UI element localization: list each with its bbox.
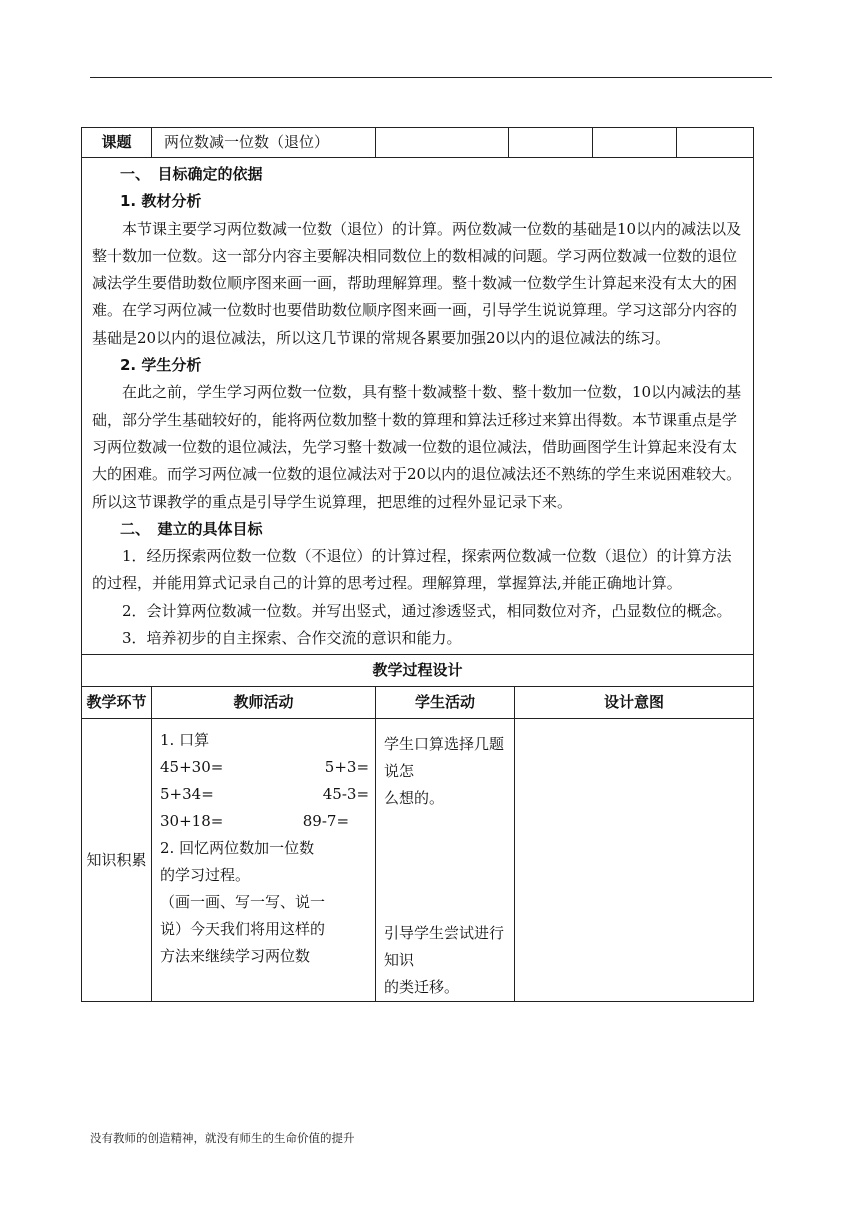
student-line-4: 的类迁移。	[384, 978, 460, 997]
stage-row	[82, 719, 754, 1002]
calc-right: 45-3=	[322, 785, 370, 804]
calc-right: 5+3=	[324, 758, 370, 777]
recall-line-1: 2. 回忆两位数加一位数	[160, 839, 315, 858]
student-line-1: 学生口算选择几题说怎	[384, 735, 505, 781]
topic-value: 两位数减一位数（退位）	[152, 128, 376, 158]
student-activity	[376, 719, 515, 1002]
empty-cell	[677, 128, 754, 158]
topic-label: 课题	[82, 128, 152, 158]
calc-row	[160, 781, 369, 808]
col-teacher: 教师活动	[152, 687, 376, 719]
calc-row	[160, 808, 369, 835]
header-rule	[90, 77, 772, 78]
calc-right: 89-7=	[302, 812, 350, 831]
method-line-3: 方法来继续学习两位数	[160, 947, 311, 966]
empty-cell	[593, 128, 677, 158]
student-analysis-text: 在此之前，学生学习两位数一位数，具有整十数减整十数、整十数加一位数，10以内减法的基础，部分学生基础较好的，能将两位数加整十数的算理和算法迁移过来算出得数。本节课重点是学习两位数减一位数的退位减法，先学习整十数减一位数的退位减法，借助画图学生计算起来没有太大的困难。而学习两位减一位数的退位减法对于20以内的退位减法还不熟练的学生来说困难较大。所以这节课教学的重点是引导学生说算理，把思维的过程外显记录下来。	[92, 383, 742, 511]
design-intent	[515, 719, 754, 1002]
col-stage: 教学环节	[82, 687, 152, 719]
process-title-row	[82, 655, 754, 687]
student-line-2: 么想的。	[384, 789, 445, 808]
column-header-row	[82, 687, 754, 719]
empty-cell	[376, 128, 509, 158]
section2-heading: 二、 建立的具体目标	[120, 519, 263, 538]
student-line-3: 引导学生尝试进行知识	[384, 924, 505, 970]
stage-name: 知识积累	[82, 719, 152, 1002]
empty-cell	[509, 128, 593, 158]
method-line-1: （画一画、写一写、说一	[160, 893, 326, 912]
col-student: 学生活动	[376, 687, 515, 719]
teacher-activity	[152, 719, 376, 1002]
process-title: 教学过程设计	[82, 655, 754, 687]
recall-line-2: 的学习过程。	[160, 866, 251, 885]
footer-motto: 没有教师的创造精神，就没有师生的生命价值的提升	[90, 1131, 355, 1145]
calc-left: 45+30=	[160, 758, 224, 777]
section1-heading: 一、 目标确定的依据	[120, 165, 263, 183]
goal-3: 3．培养初步的自主探索、合作交流的意识和能力。	[122, 629, 462, 648]
calc-left: 5+34=	[160, 785, 214, 804]
col-intent: 设计意图	[515, 687, 754, 719]
lesson-plan-table	[81, 127, 754, 1002]
material-analysis-text: 本节课主要学习两位数减一位数（退位）的计算。两位数减一位数的基础是10以内的减法以及整十数加一位数。这一部分内容主要解决相同数位上的数相减的问题。学习两位数减一位数的退位减法学生要借助数位顺序图来画一画，帮助理解算理。整十数减一位数学生计算起来没有太大的困难。在学习两位减一位数时也要借助数位顺序图来画一画，引导学生说说算理。学习这部分内容的基础是20以内的退位减法，所以这几节课的常规各累要加强20以内的退位减法的练习。	[92, 219, 742, 347]
calc-left: 30+18=	[160, 812, 224, 831]
method-line-2: 说）今天我们将用这样的	[160, 920, 326, 939]
goals-cell	[82, 158, 754, 655]
calc-row	[160, 754, 369, 781]
goals-row	[82, 158, 754, 655]
goal-1: 1．经历探索两位数一位数（不退位）的计算过程，探索两位数减一位数（退位）的计算方法的过程，并能用算式记录自己的计算的思考过程。理解算理，掌握算法,并能正确地计算。	[92, 547, 732, 593]
student-analysis-title: 2. 学生分析	[120, 356, 202, 375]
spacer	[384, 812, 508, 920]
oral-calc-title: 1. 口算	[160, 731, 210, 750]
goal-2: 2．会计算两位数减一位数。并写出竖式，通过渗透竖式，相同数位对齐，凸显数位的概念。	[122, 601, 732, 620]
material-analysis-title: 1. 教材分析	[120, 192, 202, 211]
topic-row	[82, 128, 754, 158]
